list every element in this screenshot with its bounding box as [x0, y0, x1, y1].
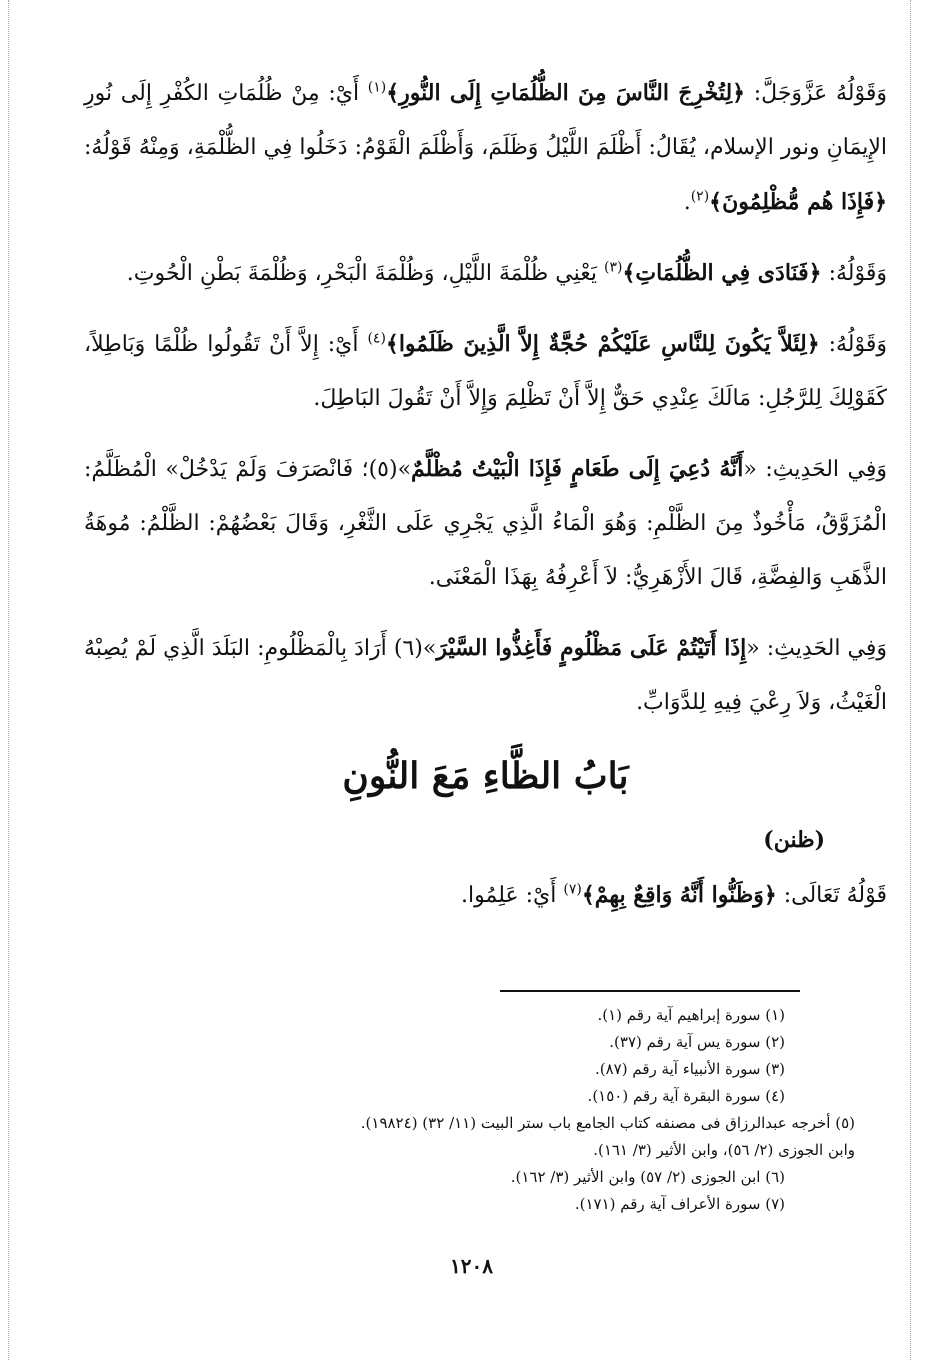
text-run: وَقَوْلُهُ: [821, 261, 887, 286]
footnote-ref: (٣) [604, 259, 623, 276]
paragraph-5 [84, 621, 887, 730]
quran-quote: ﴿لِتُخْرِجَ النَّاسَ مِنَ الظُّلُمَاتِ إِلَى النُّورِ﴾ [386, 80, 746, 106]
footnote-6: (٦) ابن الجوزى (٢/ ٥٧) وابن الأثير (٣/ ١٦٢). [510, 1168, 785, 1186]
text-run: قَوْلُهُ تَعَالَى: [776, 883, 887, 908]
footnote-separator [500, 990, 800, 992]
text-run: أَيْ: إِلاَّ أَنْ تَقُولُوا ظُلْمًا وَبَاطِلاً، كَقَوْلِكَ لِلرَّجُلِ: مَالَكَ عِنْدِي حَقٌّ إِلاَّ أَنْ تَظْلِمَ وَإِلاَّ أَنْ تَقُولَ البَاطِلَ. [84, 332, 887, 411]
quran-quote: ﴿فَنَادَى فِي الظُّلُمَاتِ﴾ [622, 260, 822, 286]
footnote-5-continued: وابن الجوزى (٢/ ٥٦)، وابن الأثير (٣/ ١٦١). [593, 1141, 855, 1159]
footnote-ref: (١) [367, 79, 387, 96]
footnote-5: (٥) أخرجه عبدالرزاق فى مصنفه كتاب الجامع باب ستر البيت (١١/ ٣٢) (١٩٨٢٤). [360, 1114, 855, 1132]
paragraph-1 [84, 66, 887, 230]
text-run: أَيْ: مِنْ ظُلُمَاتِ الكُفْرِ إِلَى نُورِ الإِيمَانِ ونور الإسلام، يُقَالُ: أَظْلَمَ اللَّيْلُ وَظَلَمَ، وَأَظْلَمَ الْقَوْمُ: دَخَلُوا فِي الظُّلْمَةِ، وَمِنْهُ قَوْلُهُ: [84, 81, 887, 160]
chapter-heading: بَابُ الظَّاءِ مَعَ النُّونِ [342, 755, 629, 797]
hadith-quote: أَنَّهُ دُعِيَ إِلَى طَعَامٍ فَإِذَا الْبَيْتُ مُظْلَّمٌ [411, 456, 744, 482]
quran-quote: ﴿فَإِذَا هُم مُّظْلِمُونَ﴾ [709, 189, 887, 215]
text-run: وَقَوْلُهُ عَزَّوَجَلَّ: [745, 81, 887, 106]
quran-quote: ﴿لِئَلاَّ يَكُونَ لِلنَّاسِ عَلَيْكُمْ حُجَّةٌ إِلاَّ الَّذِينَ ظَلَمُوا﴾ [385, 331, 820, 357]
footnotes [90, 1002, 855, 1218]
footnote-1: (١) سورة إبراهيم آية رقم (١). [597, 1006, 785, 1024]
text-run: يَعْنِي ظُلْمَةَ اللَّيْلِ، وَظُلْمَةَ الْبَحْرِ، وَظُلْمَةَ بَطْنِ الْحُوتِ. [126, 261, 604, 286]
footnote-7: (٧) سورة الأعراف آية رقم (١٧١). [574, 1195, 785, 1213]
text-run: أَيْ: عَلِمُوا. [461, 883, 564, 908]
paragraph-4 [84, 442, 887, 605]
paragraph-6 [84, 868, 887, 923]
text-run: أَرَادَ بِالْمَظْلُومِ: البَلَدَ الَّذِي لَمْ يُصِبْهُ الْغَيْثُ، وَلاَ رِعْيَ فِيهِ لِلدَّوَابِّ. [84, 636, 887, 715]
margin-dotted-line-left [8, 0, 9, 1360]
text-run: ؛ فَانْصَرَفَ وَلَمْ يَدْخُلْ» الْمُظَلَّمُ: الْمُزَوَّقُ، مَأْخُوذٌ مِنَ الظَّلْمِ: وَهُوَ الْمَاءُ الَّذِي يَجْرِي عَلَى الثَّغْرِ، وَقَالَ بَعْضُهُمْ: الظَّلْمُ: مُوهَةُ الذَّهَبِ وَالفِضَّةِ، قَالَ الأَزْهَرِيُّ: لاَ أَعْرِفُهُ بِهَذَا الْمَعْنَى. [84, 457, 887, 590]
footnote-ref: (٢) [690, 188, 710, 205]
paragraph-2 [84, 246, 887, 301]
footnote-ref: (٤) [367, 330, 386, 347]
footnote-2: (٢) سورة يس آية رقم (٣٧). [609, 1033, 785, 1051]
footnote-4: (٤) سورة البقرة آية رقم (١٥٠). [587, 1087, 785, 1105]
paragraph-3 [84, 317, 887, 426]
root-label: (ظنن) [763, 827, 825, 853]
text-run: . [683, 190, 691, 215]
main-text [84, 66, 887, 939]
footnote-3: (٣) سورة الأنبياء آية رقم (٨٧). [595, 1060, 785, 1078]
text-run: وَقَوْلُهُ: [819, 332, 887, 357]
footnote-ref: »(٥) [368, 457, 412, 482]
margin-dotted-line-right [910, 0, 911, 1360]
footnote-ref: »(٦) [393, 636, 437, 661]
quran-quote: ﴿وَظَنُّوا أَنَّهُ وَاقِعٌ بِهِمْ﴾ [581, 882, 777, 908]
hadith-quote: إِذَا أَتَيْتُمْ عَلَى مَظْلُومٍ فَأَغِذُّوا السَّيْرَ [436, 635, 747, 661]
page-number: ١٢٠٨ [450, 1254, 493, 1278]
text-run: وَفِي الحَدِيثِ: « [746, 636, 887, 661]
text-run: وَفِي الحَدِيثِ: « [743, 457, 887, 482]
footnote-ref: (٧) [563, 881, 582, 898]
